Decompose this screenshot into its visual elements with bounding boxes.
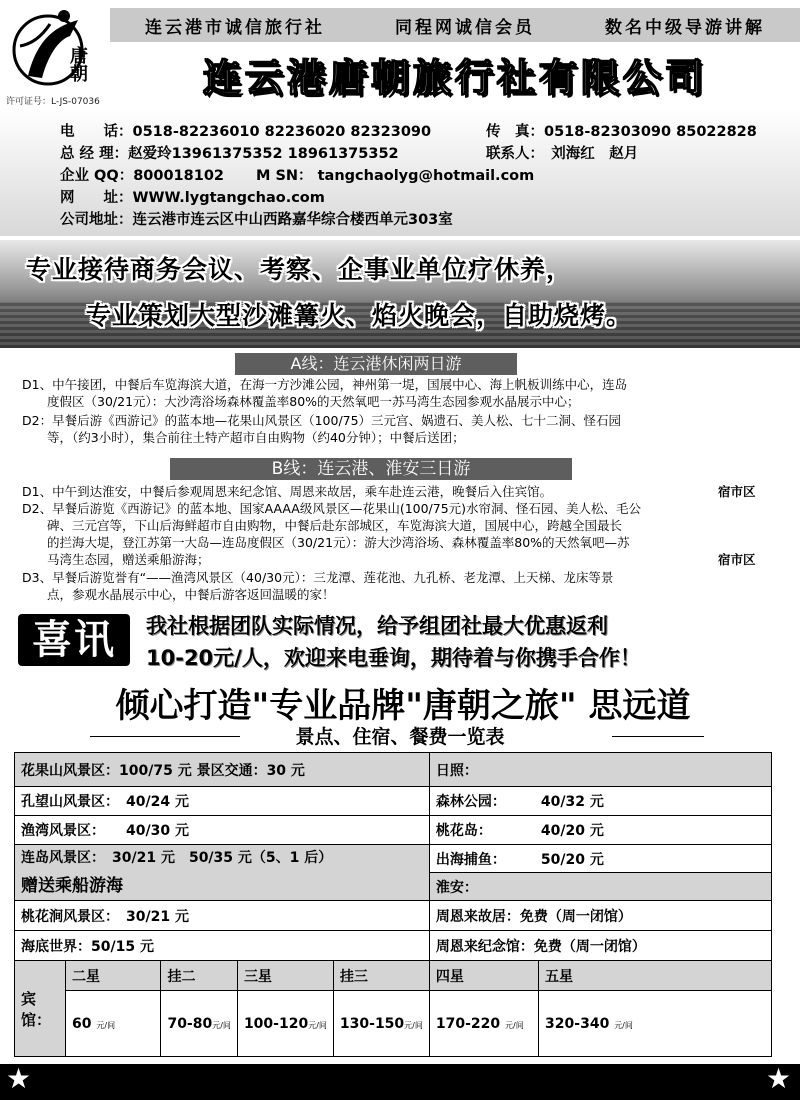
hotel-header: 挂三 <box>333 961 429 991</box>
line-a-text: 等，（约3小时），集合前往土特产超市自由购物（约40分钟）；中餐后送团； <box>22 430 465 445</box>
price-table <box>14 752 772 1057</box>
line-a-title: A线：连云港休闲两日游 <box>235 353 517 375</box>
hotel-price: 60 元/间 <box>66 991 161 1057</box>
cell-taohuadao: 桃花岛： 40/20 元 <box>429 816 771 845</box>
cell-guju: 周恩来故居：免费（周一闭馆） <box>429 901 771 931</box>
line-b-text: D3、早餐后游览誉有“——渔湾风景区（40/30元）：三龙潭、莲花池、九孔桥、老龙潭、上天梯、龙床等景 <box>22 570 614 585</box>
hotel-header: 二星 <box>66 961 161 991</box>
fax-row <box>486 120 757 141</box>
line-a-text: D1、中午接团，中餐后车览海滨大道，在海一方沙滩公园，神州第一堤，国展中心、海上帆板训练中心，连岛 <box>22 377 628 392</box>
msn-value[interactable]: tangchaolyg@hotmail.com <box>317 168 535 184</box>
hotel-price: 70-80元/间 <box>161 991 237 1057</box>
cell-huaian-header: 淮安： <box>429 873 771 901</box>
website-row <box>60 186 325 207</box>
good-news-badge: 喜讯 <box>18 614 130 666</box>
hotel-price: 100-120元/间 <box>237 991 333 1057</box>
cell-senlin: 森林公园： 40/32 元 <box>429 787 771 816</box>
liandao-gift: 赠送乘船游海 <box>21 876 123 896</box>
qq-label: 企业 QQ： <box>60 168 134 184</box>
phone-value: 0518-82236010 82236020 82323090 <box>132 124 432 140</box>
msn-row <box>256 164 534 185</box>
website-link[interactable]: WWW.lygtangchao.com <box>132 190 325 206</box>
license-number: 许可证号：L-JS-07036 <box>6 97 100 107</box>
manager-value: 赵爱玲13961375352 18961375352 <box>128 146 399 162</box>
stay-note-d1: 宿市区 <box>718 484 756 499</box>
line-a-text: D2：早餐后游《西游记》的蓝本地—花果山风景区（100/75）三元宫、娲遗石、美人松、七十二洞、怪石园 <box>22 413 622 428</box>
logo-text: 唐朝 <box>67 46 88 82</box>
line-b-text: D1、中午到达淮安，中餐后参观周恩来纪念馆、周恩来故居，乘车赴连云港，晚餐后入住宾馆。 <box>22 484 553 499</box>
address-row <box>60 208 453 229</box>
fax-value: 0518-82303090 85022828 <box>544 124 757 140</box>
hotel-label: 宾馆： <box>15 961 66 1057</box>
promo-line-1: 我社根据团队实际情况，给予组团社最大优惠返利 <box>146 614 608 638</box>
line-b-text: D2、早餐后游览《西游记》的蓝本地、国家AAAA级风景区—花果山(100/75元)水帘洞、怪石园、美人松、毛公 <box>22 501 642 516</box>
hotel-header: 五星 <box>539 961 772 991</box>
cell-yuwan: 渔湾风景区： 40/30 元 <box>15 816 430 845</box>
address-label: 公司地址： <box>60 212 133 228</box>
tagline-3: 数名中级导游讲解 <box>605 17 765 38</box>
banner-line-1: 专业接待商务会议、考察、企事业单位疗休养， <box>26 255 573 284</box>
star-icon: ★ <box>6 1062 32 1095</box>
manager-label: 总 经 理： <box>60 146 129 162</box>
banner-line-2: 专业策划大型沙滩篝火、焰火晚会，自助烧烤。 <box>86 301 633 330</box>
line-b-text: 碑、三元宫等，下山后海鲜超市自由购物，中餐后赴东部城区，车览海滨大道，国展中心，跨越全国最长 <box>22 518 623 533</box>
footer-bar <box>0 1064 800 1100</box>
company-title: 连云港唐朝旅行社有限公司 <box>202 54 707 100</box>
tagline-bar <box>110 8 800 42</box>
contact-block <box>0 108 800 236</box>
line-b-text: 马湾生态园，赠送乘船游海； <box>22 552 210 567</box>
line-b-text: 点，参观水晶展示中心，中餐后游客返回温暖的家！ <box>22 587 335 602</box>
cell-chuhai: 出海捕鱼： 50/20 元 <box>429 845 771 873</box>
line-b-text: 的拦海大堤，登江苏第一大岛—连岛度假区（30/21元）：游大沙湾浴场、森林覆盖率80%的天然氧吧—苏 <box>22 535 630 550</box>
cell-taohuajian: 桃花涧风景区： 30/21 元 <box>15 901 430 931</box>
star-icon: ★ <box>766 1062 792 1095</box>
msn-label: M SN： <box>256 168 313 184</box>
cell-liandao <box>15 845 430 901</box>
hotel-price: 170-220 元/间 <box>429 991 538 1057</box>
line-b-itinerary <box>22 484 792 608</box>
company-logo <box>8 6 98 92</box>
line-a-itinerary <box>22 377 792 457</box>
qq-value: 800018102 <box>133 168 225 184</box>
divider-right <box>612 736 704 737</box>
promo-banner <box>0 240 800 348</box>
hotel-price: 320-340 元/间 <box>539 991 772 1057</box>
table-title: 景点、住宿、餐费一览表 <box>295 726 505 748</box>
cell-huaguoshan: 花果山风景区：100/75 元 景区交通：30 元 <box>15 753 430 787</box>
cell-haidi: 海底世界：50/15 元 <box>15 931 430 961</box>
hotel-header: 三星 <box>237 961 333 991</box>
line-a-text: 度假区（30/21元）：大沙湾浴场森林覆盖率80%的天然氧吧一苏马湾生态园参观水晶展示中心； <box>22 394 580 409</box>
promo-line-2: 10-20元/人，欢迎来电垂询，期待着与你携手合作！ <box>146 646 641 670</box>
hotel-header: 挂二 <box>161 961 237 991</box>
fax-label: 传 真： <box>486 124 544 140</box>
hotel-header: 四星 <box>429 961 538 991</box>
tagline-2: 同程网诚信会员 <box>395 17 535 38</box>
website-label: 网 址： <box>60 190 133 206</box>
phone-row <box>60 120 431 141</box>
phone-label: 电 话： <box>60 124 133 140</box>
stay-note-d2: 宿市区 <box>718 552 756 567</box>
manager-row <box>60 142 399 163</box>
tagline-1: 连云港市诚信旅行社 <box>145 17 325 38</box>
brand-slogan: 倾心打造"专业品牌"唐朝之旅" 思远道 <box>115 686 691 726</box>
contact-person-label: 联系人： <box>486 146 537 162</box>
cell-rizhao-header: 日照： <box>429 753 771 787</box>
contact-person-value: 刘海红 赵月 <box>551 146 639 162</box>
liandao-price: 连岛风景区： 30/21 元 50/35 元（5、1 后） <box>21 850 333 866</box>
hotel-price: 130-150元/间 <box>333 991 429 1057</box>
qq-row <box>60 164 224 185</box>
contact-person-row <box>486 142 638 163</box>
line-b-title: B线：连云港、淮安三日游 <box>170 458 572 480</box>
address-value: 连云港市连云区中山西路嘉华综合楼西单元303室 <box>132 212 453 228</box>
cell-kongwangshan: 孔望山风景区： 40/24 元 <box>15 787 430 816</box>
cell-jinianguan: 周恩来纪念馆：免费（周一闭馆） <box>429 931 771 961</box>
